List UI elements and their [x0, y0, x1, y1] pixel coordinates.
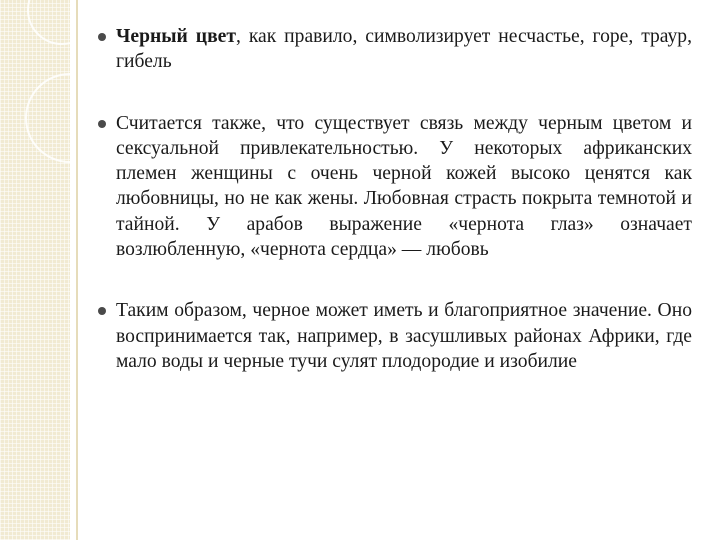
bullet-item-3 — [98, 298, 692, 374]
bullet-dot-icon — [98, 307, 106, 315]
bullet-text-2: Считается также, что существует связь между черным цветом и сексуальной привлекательностью. У некоторых африканских племен женщины с очень черной кожей высоко ценятся как любовницы, но не как жены. Любовная страсть покрыта темнотой и тайной. У арабов выражение «чернота глаз» означает возлюбленную, «чернота сердца» — любовь — [116, 112, 692, 261]
bullet-text-body: , как правило, символизирует несчастье, горе, траур, гибель — [116, 26, 692, 73]
decorative-divider — [76, 0, 78, 540]
slide-content — [98, 24, 692, 410]
bullet-text-1 — [116, 24, 692, 75]
bullet-text-3: Таким образом, черное может иметь и благоприятное значение. Оно воспринимается так, например, в засушливых районах Африки, где мало воды и черные тучи сулят плодородие и изобилие — [116, 300, 692, 372]
decorative-side-band — [0, 0, 70, 540]
bullet-item-1 — [98, 24, 692, 75]
bullet-item-2 — [98, 111, 692, 263]
decorative-circles-icon — [0, 0, 70, 540]
bullet-bold-term: Черный цвет — [116, 26, 236, 47]
bullet-dot-icon — [98, 120, 106, 128]
bullet-dot-icon — [98, 33, 106, 41]
